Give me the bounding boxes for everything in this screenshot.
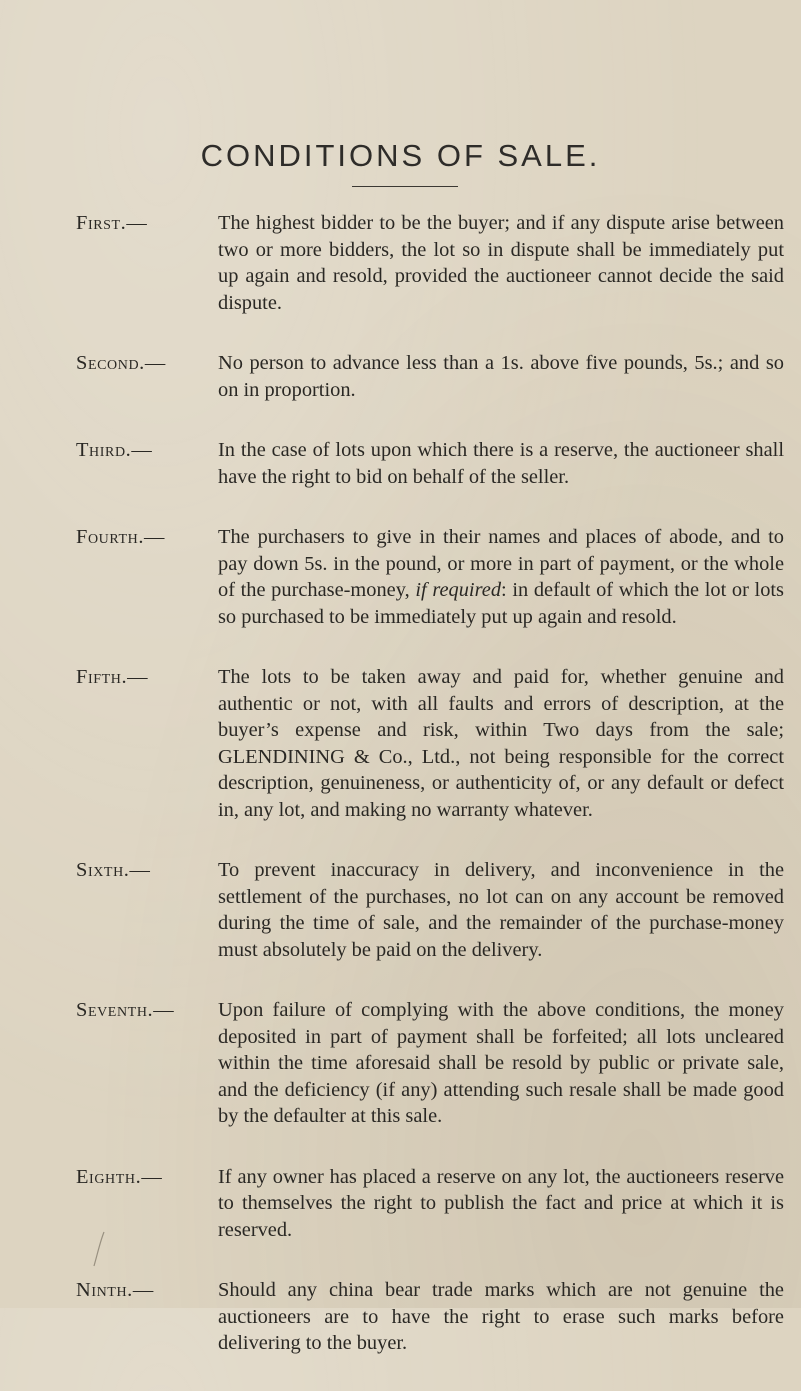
condition-eighth — [76, 1164, 784, 1244]
pencil-mark — [90, 1230, 110, 1270]
condition-text: Upon failure of complying with the above conditions, the money deposited in part of payment shall be forfeited; all lots uncleared within the time aforesaid shall be resold by public or private sale, and the deficiency (if any) attending such resale shall be made good by the defaulter at this sale. — [218, 999, 784, 1127]
condition-fourth — [76, 524, 784, 630]
conditions-list — [76, 210, 784, 1391]
condition-text: To prevent inaccuracy in delivery, and inconvenience in the settlement of the purchases, no lot can on any account be removed during the time of sale, and the remainder of the purchase-money must absolutely be paid on the delivery. — [218, 859, 784, 961]
condition-text: The lots to be taken away and paid for, whether genuine and authentic or not, with all faults and errors of description, at the buyer’s expense and risk, within Two days from the sale; GLENDINING & Co., Ltd., not being responsible for the correct description, genuineness, or authenticity of, or any default or defect in, any lot, and making no warranty whatever. — [218, 666, 784, 821]
condition-ordinal: Sixth.— — [76, 859, 151, 881]
condition-ordinal: Ninth.— — [76, 1279, 154, 1301]
condition-ninth — [76, 1277, 784, 1357]
condition-text: In the case of lots upon which there is a reserve, the auctioneer shall have the right to bid on behalf of the seller. — [218, 439, 784, 488]
condition-ordinal: Fourth.— — [76, 526, 166, 548]
condition-ordinal: Eighth.— — [76, 1165, 163, 1188]
condition-fifth — [76, 664, 784, 823]
condition-first — [76, 210, 784, 316]
condition-text: The purchasers to give in their names and places of abode, and to pay down 5s. in the pound, or more in part of payment, or the whole of the purchase-money, if required: in default of which the lot or lots so purchased to be immediately put up again and resold. — [218, 526, 784, 628]
condition-ordinal: Seventh.— — [76, 999, 175, 1021]
condition-text: No person to advance less than a 1s. above five pounds, 5s.; and so on in proportion. — [218, 352, 784, 401]
condition-text: If any owner has placed a reserve on any lot, the auctioneers reserve to themselves the right to publish the fact and price at which it is reserved. — [218, 1165, 784, 1241]
condition-seventh — [76, 997, 784, 1130]
page-title: CONDITIONS OF SALE. — [200, 138, 601, 173]
condition-emphasis: if required — [415, 579, 502, 601]
condition-ordinal: Fifth.— — [76, 666, 149, 688]
condition-ordinal: First.— — [76, 212, 148, 234]
condition-second — [76, 350, 784, 403]
condition-sixth — [76, 857, 784, 963]
condition-text: Should any china bear trade marks which are not genuine the auctioneers are to have the right to erase such marks before delivering to the buyer. — [218, 1279, 784, 1354]
condition-third — [76, 437, 784, 490]
condition-ordinal: Second.— — [76, 352, 166, 374]
condition-ordinal: Third.— — [76, 439, 153, 461]
condition-text: The highest bidder to be the buyer; and if any dispute arise between two or more bidders, the lot so in dispute shall be immediately put up again and resold, provided the auctioneer cannot decide the said dispute. — [218, 212, 784, 314]
title-underline — [352, 186, 458, 187]
